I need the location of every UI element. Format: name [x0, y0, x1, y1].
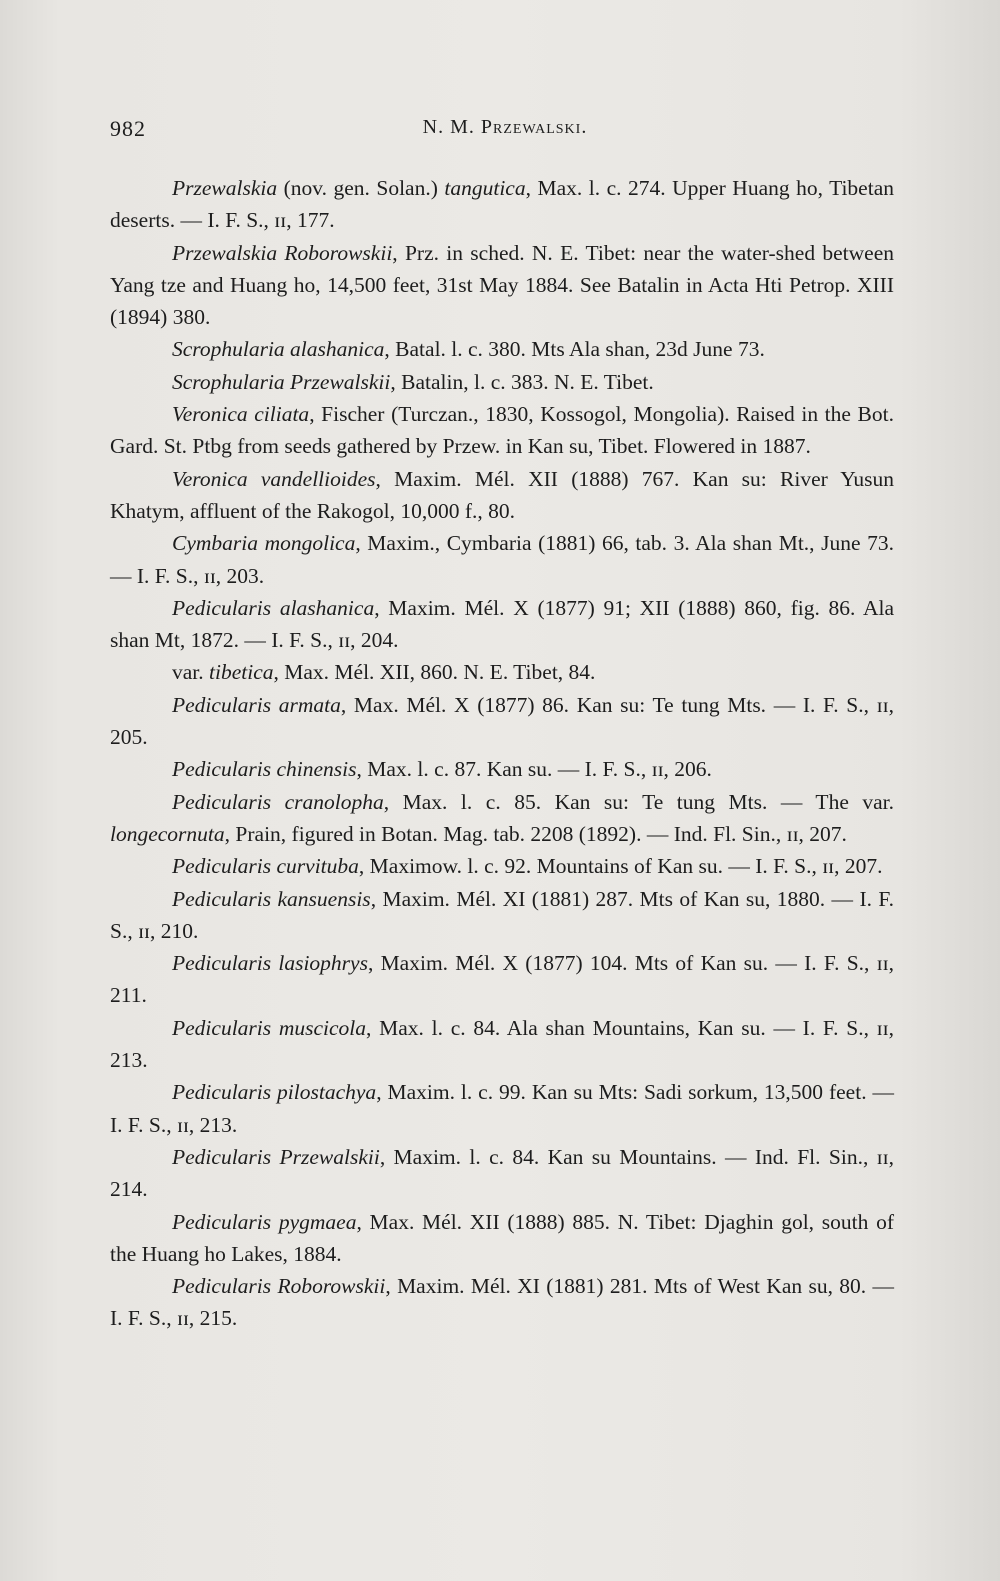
entry-pedicularis-curvituba	[110, 850, 894, 882]
entry-text: , Batalin, l. c. 383. N. E. Tibet.	[390, 369, 654, 394]
taxon-name: Pedicularis muscicola	[172, 1015, 367, 1040]
taxon-epithet: tangutica	[444, 176, 526, 200]
entry-text: , Max. Mél. XII (1888) 885. N. Tibet: Djaghin gol, south of the Huang ho Lakes, 1884.	[110, 1209, 894, 1266]
entry-pedicularis-przewalskii	[110, 1141, 894, 1206]
entry-var-tibetica	[110, 656, 894, 688]
entry-text: , Max. Mél. X (1877) 86. Kan su: Te tung Mts. — I. F. S., ɪɪ, 205.	[110, 692, 894, 750]
entry-veronica-vandellioides	[110, 463, 894, 528]
entry-przewalskia-roborowskii	[110, 237, 894, 334]
entry-text: , Maxim. Mél. XII (1888) 767. Kan su: River Yusun Khatym, affluent of the Rakogol, 10,000 f., 80.	[110, 466, 894, 523]
entry-pedicularis-lasiophrys	[110, 947, 894, 1012]
entry-pedicularis-muscicola	[110, 1012, 894, 1077]
entry-pedicularis-pilostachya	[110, 1076, 894, 1141]
entry-pedicularis-roborowskii	[110, 1270, 894, 1335]
entry-text: , Maxim. l. c. 99. Kan su Mts: Sadi sorkum, 13,500 feet. — I. F. S., ɪɪ, 213.	[110, 1080, 895, 1137]
taxon-name: Pedicularis pygmaea	[172, 1209, 357, 1234]
entry-text: (nov. gen. Solan.)	[277, 176, 445, 200]
taxon-name: Pedicularis lasiophrys	[172, 951, 368, 976]
entry-text: , Max. Mél. XII, 860. N. E. Tibet, 84.	[273, 660, 596, 685]
entry-pedicularis-alashanica	[110, 592, 894, 657]
running-title: N. M. Przewalski.	[422, 116, 588, 138]
taxon-name: Pedicularis alashanica	[172, 595, 375, 620]
species-list	[110, 172, 894, 1335]
entry-text: , Max. l. c. 87. Kan su. — I. F. S., ɪɪ, 206.	[356, 757, 712, 782]
entry-text: , Maxim. Mél. X (1877) 104. Mts of Kan su. — I. F. S., ɪɪ, 211.	[110, 951, 894, 1008]
entry-text: , Max. l. c. 274. Upper Huang ho, Tibetan deserts. — I. F. S., ɪɪ, 177.	[110, 176, 894, 233]
entry-text: , Max. l. c. 84. Ala shan Mountains, Kan su. — I. F. S., ɪɪ, 213.	[110, 1015, 894, 1073]
entry-cymbaria-mongolica	[110, 527, 894, 592]
taxon-name: Scrophularia Przewalskii	[172, 369, 391, 394]
taxon-name: Cymbaria mongolica	[172, 531, 356, 556]
taxon-name: tibetica	[209, 660, 274, 685]
entry-text: , Maxim. l. c. 84. Kan su Mountains. — Ind. Fl. Sin., ɪɪ, 214.	[110, 1144, 894, 1202]
entry-text: , Maxim. Mél. X (1877) 91; XII (1888) 860, fig. 86. Ala shan Mt, 1872. — I. F. S., ɪɪ, 204.	[110, 595, 895, 653]
entry-text: , Prz. in sched. N. E. Tibet: near the water-shed between Yang tze and Huang ho, 14,500 feet, 31st May 1884. See Batalin in Acta Hti Petrop. XIII (1894) 380.	[110, 240, 894, 330]
entry-scrophularia-przewalskii	[110, 366, 894, 398]
taxon-name: Pedicularis curvituba	[172, 854, 359, 879]
taxon-name: Przewalskia Roborowskii	[172, 240, 393, 265]
entry-przewalskia-tangutica	[110, 172, 894, 237]
page-header	[110, 116, 900, 156]
entry-pedicularis-armata	[110, 689, 894, 754]
variety-prefix: var.	[172, 660, 210, 685]
entry-text: , Fischer (Turczan., 1830, Kossogol, Mongolia). Raised in the Bot. Gard. St. Ptbg from seeds gathered by Przew. in Kan su, Tibet. Flowered in 1887.	[110, 402, 894, 459]
taxon-name: Veronica vandellioides	[172, 466, 376, 491]
entry-text: , Maxim. Mél. XI (1881) 281. Mts of West Kan su, 80. — I. F. S., ɪɪ, 215.	[110, 1274, 894, 1331]
taxon-epithet: longecornuta	[110, 821, 225, 846]
entry-text: , Batal. l. c. 380. Mts Ala shan, 23d June 73.	[384, 337, 765, 362]
taxon-name: Scrophularia alashanica	[172, 337, 385, 362]
entry-pedicularis-cranolopha	[110, 786, 894, 851]
entry-veronica-ciliata	[110, 398, 894, 463]
entry-text: , Maximow. l. c. 92. Mountains of Kan su. — I. F. S., ɪɪ, 207.	[358, 854, 883, 879]
entry-text: , Prain, figured in Botan. Mag. tab. 2208 (1892). — Ind. Fl. Sin., ɪɪ, 207.	[224, 821, 847, 846]
taxon-name: Pedicularis chinensis	[172, 757, 357, 782]
entry-pedicularis-chinensis	[110, 753, 894, 785]
entry-text: , Max. l. c. 85. Kan su: Te tung Mts. — The var.	[383, 789, 894, 814]
taxon-name: Pedicularis Przewalskii	[172, 1144, 380, 1169]
entry-text: , Maxim., Cymbaria (1881) 66, tab. 3. Ala shan Mt., June 73. — I. F. S., ɪɪ, 203.	[110, 531, 894, 588]
taxon-name: Przewalskia	[172, 176, 278, 200]
entry-text: , Maxim. Mél. XI (1881) 287. Mts of Kan su, 1880. — I. F. S., ɪɪ, 210.	[110, 886, 894, 943]
entry-pedicularis-kansuensis	[110, 883, 894, 948]
taxon-name: Pedicularis Roborowskii	[172, 1274, 386, 1299]
taxon-name: Pedicularis armata	[172, 692, 341, 717]
taxon-name: Pedicularis kansuensis	[172, 886, 371, 911]
taxon-name: Pedicularis cranolopha	[172, 789, 384, 814]
entry-pedicularis-pygmaea	[110, 1206, 894, 1271]
entry-scrophularia-alashanica	[110, 333, 894, 365]
taxon-name: Pedicularis pilostachya	[172, 1080, 377, 1105]
taxon-name: Veronica ciliata	[172, 402, 310, 427]
page-number: 982	[110, 116, 146, 141]
